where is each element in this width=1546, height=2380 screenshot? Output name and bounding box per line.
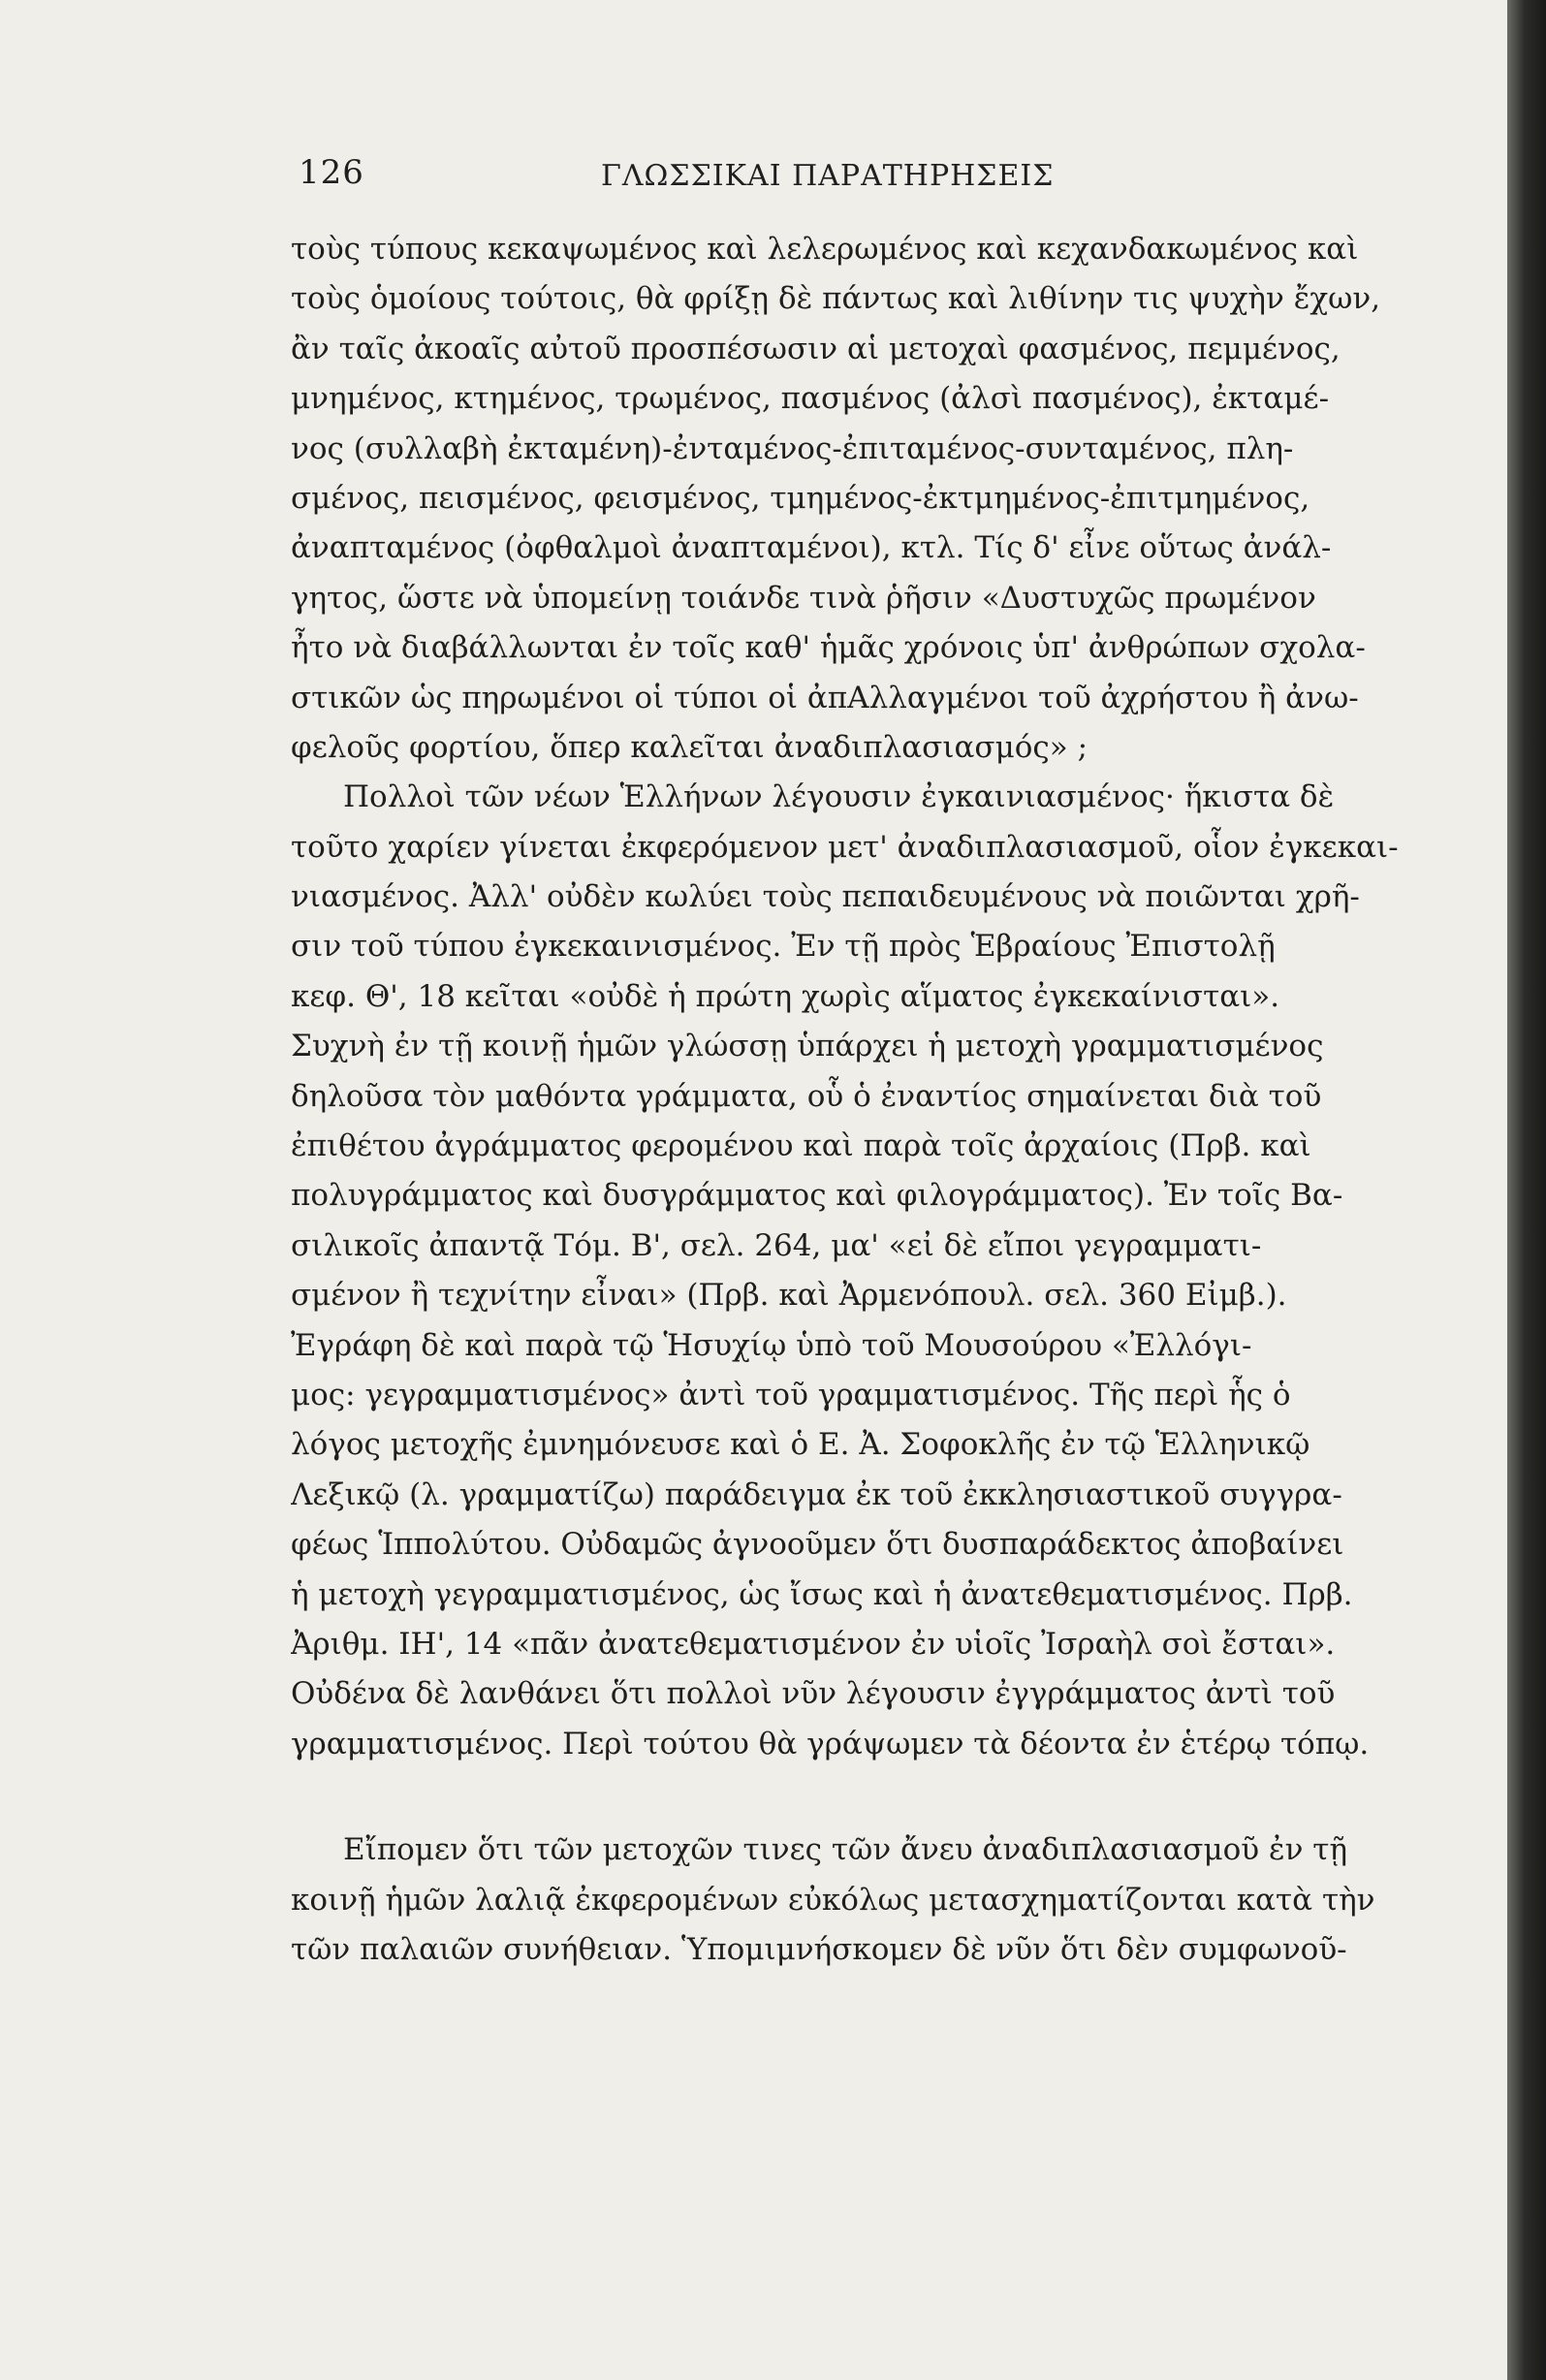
paragraph-1 — [291, 225, 1459, 773]
text-line: ἀναπταμένος (ὀφθαλμοὶ ἀναπταμένοι), κτλ. Τίς δ' εἶνε οὕτως ἀνάλ- — [291, 530, 1332, 566]
text-line: ἂν ταῖς ἀκοαῖς αὐτοῦ προσπέσωσιν αἱ μετοχαὶ φασμένος, πεμμένος, — [291, 331, 1341, 366]
text-line: Συχνὴ ἐν τῇ κοινῇ ἡμῶν γλώσσῃ ὑπάρχει ἡ μετοχὴ γραμματισμένος — [291, 1029, 1324, 1064]
paragraph-3 — [291, 1825, 1459, 1975]
page-header — [299, 153, 1428, 211]
text-line: σιλικοῖς ἀπαντᾷ Τόμ. Β', σελ. 264, μα' «εἰ δὲ εἴποι γεγραμματι- — [291, 1227, 1262, 1263]
text-line: ἡ μετοχὴ γεγραμματισμένος, ὡς ἴσως καὶ ἡ ἀνατεθεματισμένος. Πρβ. — [291, 1576, 1353, 1612]
text-line: κοινῇ ἡμῶν λαλιᾷ ἐκφερομένων εὐκόλως μετασχηματίζονται κατὰ τὴν — [291, 1882, 1375, 1918]
text-line: Λεξικῷ (λ. γραμματίζω) παράδειγμα ἐκ τοῦ ἐκκλησιαστικοῦ συγγρα- — [291, 1476, 1342, 1512]
text-line: πολυγράμματος καὶ δυσγράμματος καὶ φιλογράμματος). Ἐν τοῖς Βα- — [291, 1178, 1343, 1214]
page-number: 126 — [299, 153, 364, 192]
text-line: φέως Ἱππολύτου. Οὐδαμῶς ἀγνοοῦμεν ὅτι δυσπαράδεκτος ἀποβαίνει — [291, 1527, 1344, 1563]
text-line: Πολλοὶ τῶν νέων Ἑλλήνων λέγουσιν ἐγκαινιασμένος· ἥκιστα δὲ — [343, 779, 1335, 815]
text-line: τοὺς ὁμοίους τούτοις, θὰ φρίξῃ δὲ πάντως καὶ λιθίνην τις ψυχὴν ἔχων, — [291, 281, 1381, 317]
body-text — [291, 225, 1459, 1975]
page-edge-shadow — [1507, 0, 1546, 2380]
text-line: σμένον ἢ τεχνίτην εἶναι» (Πρβ. καὶ Ἀρμενόπουλ. σελ. 360 Εἰμβ.). — [291, 1278, 1287, 1314]
text-line: Ἀριθμ. ΙΗ', 14 «πᾶν ἀνατεθεματισμένον ἐν υἱοῖς Ἰσραὴλ σοὶ ἔσται». — [291, 1626, 1336, 1662]
text-line: Ἐγράφη δὲ καὶ παρὰ τῷ Ἡσυχίῳ ὑπὸ τοῦ Μουσούρου «Ἐλλόγι- — [291, 1327, 1252, 1363]
text-line: τοῦτο χαρίεν γίνεται ἐκφερόμενον μετ' ἀναδιπλασιασμοῦ, οἷον ἐγκεκαι- — [291, 829, 1399, 865]
text-line: κεφ. Θ', 18 κεῖται «οὐδὲ ἡ πρώτη χωρὶς αἵματος ἐγκεκαίνισται». — [291, 978, 1280, 1014]
text-line: ἦτο νὰ διαβάλλωνται ἐν τοῖς καθ' ἡμᾶς χρόνοις ὑπ' ἀνθρώπων σχολα- — [291, 630, 1366, 666]
text-line: δηλοῦσα τὸν μαθόντα γράμματα, οὗ ὁ ἐναντίος σημαίνεται διὰ τοῦ — [291, 1078, 1322, 1114]
text-line: ἐπιθέτου ἀγράμματος φερομένου καὶ παρὰ τοῖς ἀρχαίοις (Πρβ. καὶ — [291, 1128, 1311, 1164]
text-line: μος: γεγραμματισμένος» ἀντὶ τοῦ γραμματισμένος. Τῆς περὶ ἧς ὁ — [291, 1377, 1291, 1412]
running-title: ΓΛΩΣΣΙΚΑΙ ΠΑΡΑΤΗΡΗΣΕΙΣ — [601, 159, 1055, 193]
text-line: λόγος μετοχῆς ἐμνημόνευσε καὶ ὁ Ε. Ἀ. Σοφοκλῆς ἐν τῷ Ἑλληνικῷ — [291, 1427, 1310, 1463]
text-line: φελοῦς φορτίου, ὅπερ καλεῖται ἀναδιπλασιασμός» ; — [291, 729, 1089, 765]
text-line: στικῶν ὡς πηρωμένοι οἱ τύποι οἱ ἀπΑλλαγμένοι τοῦ ἀχρήστου ἢ ἀνω- — [291, 680, 1359, 715]
text-line: γητος, ὥστε νὰ ὑπομείνῃ τοιάνδε τινὰ ῥῆσιν «Δυστυχῶς πρωμένον — [291, 580, 1316, 616]
text-line: τῶν παλαιῶν συνήθειαν. Ὑπομιμνήσκομεν δὲ νῦν ὅτι δὲν συμφωνοῦ- — [291, 1931, 1347, 1967]
text-line: Οὐδένα δὲ λανθάνει ὅτι πολλοὶ νῦν λέγουσιν ἐγγράμματος ἀντὶ τοῦ — [291, 1676, 1336, 1712]
text-line: σιν τοῦ τύπου ἐγκεκαινισμένος. Ἐν τῇ πρὸς Ἑβραίους Ἐπιστολῇ — [291, 929, 1276, 965]
text-line: γραμματισμένος. Περὶ τούτου θὰ γράψωμεν τὰ δέοντα ἐν ἑτέρῳ τόπῳ. — [291, 1726, 1370, 1761]
text-line: τοὺς τύπους κεκαψωμένος καὶ λελερωμένος καὶ κεχανδακωμένος καὶ — [291, 232, 1359, 267]
text-line: Εἴπομεν ὅτι τῶν μετοχῶν τινες τῶν ἄνευ ἀναδιπλασιασμοῦ ἐν τῇ — [343, 1832, 1348, 1868]
text-line: νος (συλλαβὴ ἐκταμένη)-ἐνταμένος-ἐπιταμένος-συνταμένος, πλη- — [291, 430, 1294, 466]
paragraph-gap — [291, 1769, 1459, 1825]
text-line: μνημένος, κτημένος, τρωμένος, πασμένος (ἀλσὶ πασμένος), ἐκταμέ- — [291, 381, 1330, 417]
text-line: νιασμένος. Ἀλλ' οὐδὲν κωλύει τοὺς πεπαιδευμένους νὰ ποιῶνται χρῆ- — [291, 879, 1360, 915]
text-line: σμένος, πεισμένος, φεισμένος, τμημένος-ἐκτμημένος-ἐπιτμημένος, — [291, 480, 1310, 516]
paragraph-2 — [291, 773, 1459, 1769]
